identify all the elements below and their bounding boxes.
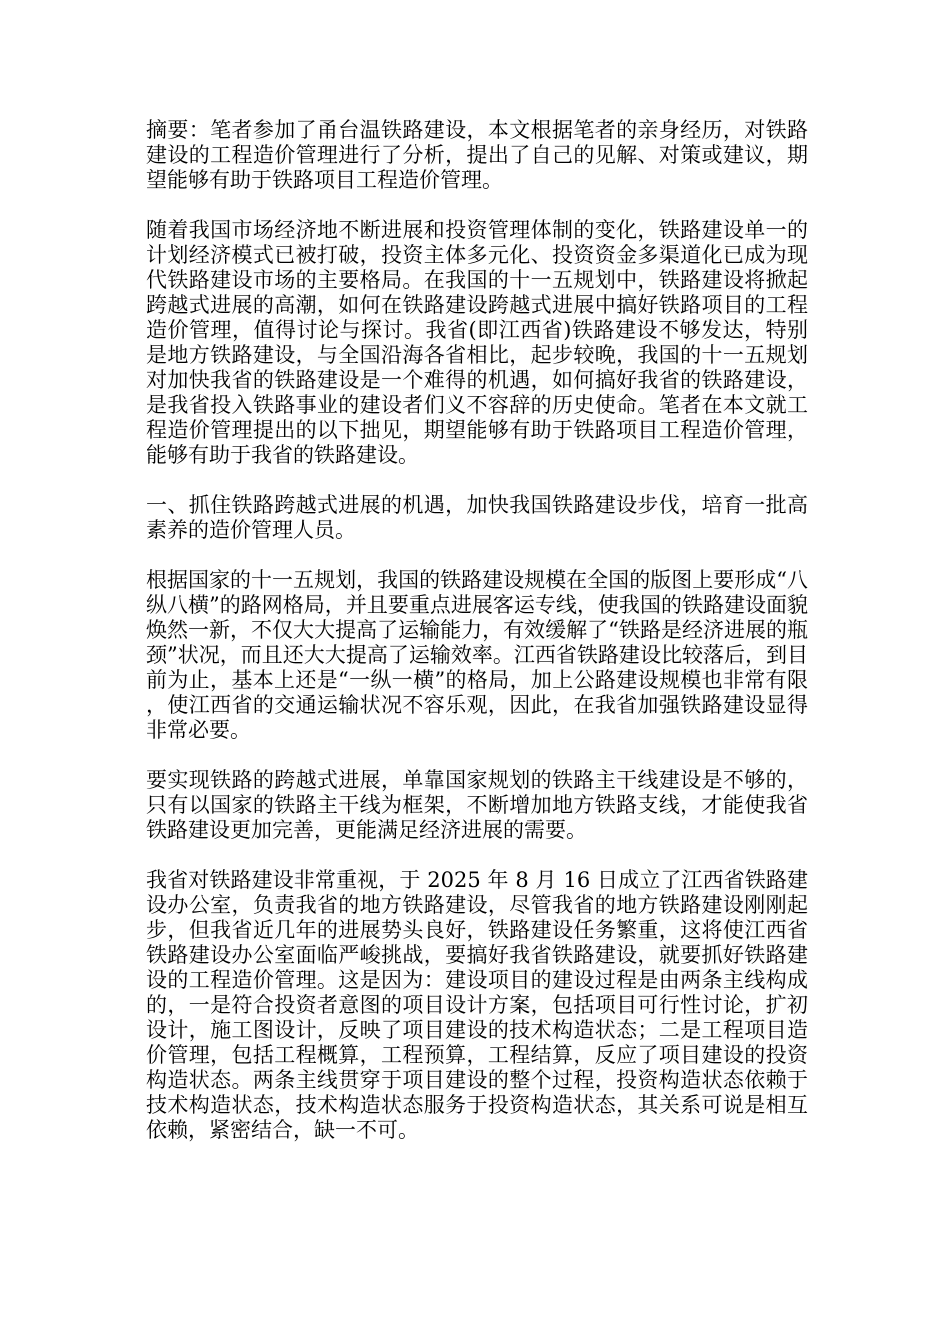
abstract-paragraph: 摘要：笔者参加了甬台温铁路建设，本文根据笔者的亲身经历，对铁路建设的工程造价管理进行了分析，提出了自己的见解、对策或建议，期望能够有助于铁路项目工程造价管理。 bbox=[146, 118, 808, 192]
document-body bbox=[146, 118, 808, 1143]
body-paragraph: 要实现铁路的跨越式进展，单靠国家规划的铁路主干线建设是不够的，只有以国家的铁路主干线为框架，不断增加地方铁路支线，才能使我省铁路建设更加完善，更能满足经济进展的需要。 bbox=[146, 768, 808, 842]
intro-paragraph: 随着我国市场经济地不断进展和投资管理体制的变化，铁路建设单一的计划经济模式已被打破，投资主体多元化、投资资金多渠道化已成为现代铁路建设市场的主要格局。在我国的十一五规划中，铁路建设将掀起跨越式进展的高潮，如何在铁路建设跨越式进展中搞好铁路项目的工程造价管理，值得讨论与探讨。我省(即江西省)铁路建设不够发达，特别是地方铁路建设，与全国沿海各省相比，起步较晚，我国的十一五规划对加快我省的铁路建设是一个难得的机遇，如何搞好我省的铁路建设，是我省投入铁路事业的建设者们义不容辞的历史使命。笔者在本文就工程造价管理提出的以下拙见，期望能够有助于铁路项目工程造价管理，能够有助于我省的铁路建设。 bbox=[146, 218, 808, 467]
body-paragraph: 我省对铁路建设非常重视，于 2025 年 8 月 16 日成立了江西省铁路建设办公室，负责我省的地方铁路建设，尽管我省的地方铁路建设刚刚起步，但我省近几年的进展势头良好，铁路建设任务繁重，这将使江西省铁路建设办公室面临严峻挑战，要搞好我省铁路建设，就要抓好铁路建设的工程造价管理。这是因为：建设项目的建设过程是由两条主线构成的，一是符合投资者意图的项目设计方案，包括项目可行性讨论，扩初设计，施工图设计，反映了项目建设的技术构造状态；二是工程项目造价管理，包括工程概算，工程预算，工程结算，反应了项目建设的投资构造状态。两条主线贯穿于项目建设的整个过程，投资构造状态依赖于技术构造状态，技术构造状态服务于投资构造状态，其关系可说是相互依赖，紧密结合，缺一不可。 bbox=[146, 868, 808, 1142]
section-heading-1: 一、抓住铁路跨越式进展的机遇，加快我国铁路建设步伐，培育一批高素养的造价管理人员。 bbox=[146, 493, 808, 542]
body-paragraph: 根据国家的十一五规划，我国的铁路建设规模在全国的版图上要形成“八纵八横”的路网格局，并且要重点进展客运专线，使我国的铁路建设面貌焕然一新，不仅大大提高了运输能力，有效缓解了“铁路是经济进展的瓶颈”状况，而且还大大提高了运输效率。江西省铁路建设比较落后，到目前为止，基本上还是“一纵一横”的格局，加上公路建设规模也非常有限，使江西省的交通运输状况不容乐观，因此，在我省加强铁路建设显得非常必要。 bbox=[146, 568, 808, 742]
